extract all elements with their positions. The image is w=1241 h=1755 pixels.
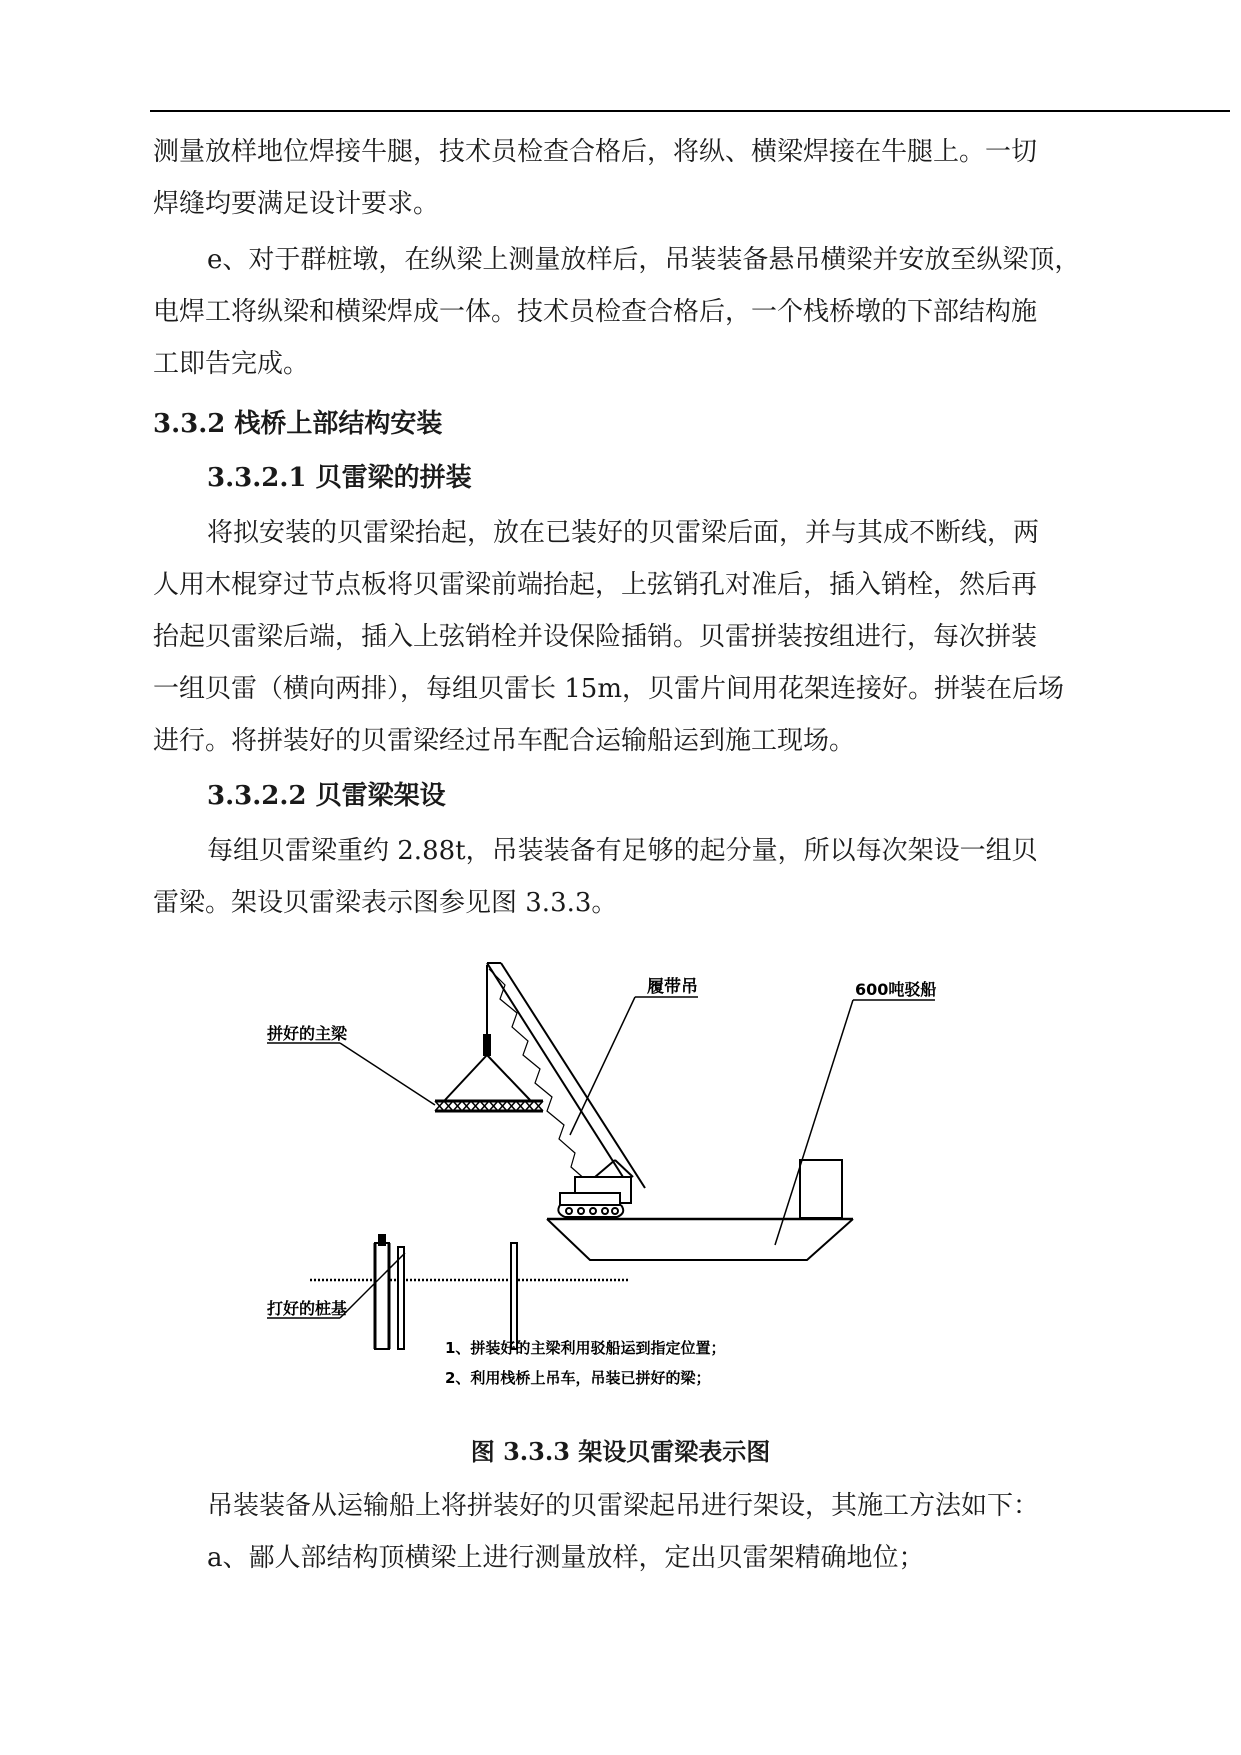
barge — [547, 1160, 853, 1260]
paragraph-line: 焊缝均要满足设计要求。 — [153, 189, 440, 219]
section-heading-3-3-2-1: 3.3.2.1 贝雷梁的拼装 — [207, 463, 472, 493]
paragraph-line: 进行。将拼装好的贝雷梁经过吊车配合运输船运到施工现场。 — [153, 726, 856, 756]
truss-girder — [435, 1101, 543, 1111]
figure-caption: 图 3.3.3 架设贝雷梁表示图 — [470, 1437, 771, 1466]
figure-note-1: 1、拼装好的主梁利用驳船运到指定位置； — [445, 1339, 726, 1357]
paragraph-line: 测量放样地位焊接牛腿，技术员检查合格后，将纵、横梁焊接在牛腿上。一切 — [153, 137, 1038, 167]
paragraph-line: 电焊工将纵梁和横梁焊成一体。技术员检查合格后，一个栈桥墩的下部结构施 — [153, 297, 1038, 327]
paragraph-line: 雷梁。架设贝雷梁表示图参见图 3.3.3。 — [153, 888, 618, 918]
crane-boom — [487, 963, 645, 1188]
beret-beam-erection-diagram — [255, 955, 985, 1395]
crane-label: 履带吊 — [647, 977, 698, 997]
paragraph-line: 每组贝雷梁重约 2.88t，吊装装备有足够的起分量，所以每次架设一组贝 — [207, 836, 1038, 866]
girder-label: 拼好的主梁 — [267, 1024, 348, 1043]
crane-leader — [570, 997, 635, 1135]
paragraph-line: 工即告完成。 — [153, 349, 310, 379]
section-heading-3-3-2-2: 3.3.2.2 贝雷梁架设 — [207, 781, 446, 811]
hook-block — [484, 1035, 490, 1055]
barge-label: 600吨驳船 — [855, 980, 937, 999]
paragraph-line: 吊装装备从运输船上将拼装好的贝雷梁起吊进行架设，其施工方法如下： — [207, 1491, 1040, 1521]
crawler-crane — [558, 1160, 633, 1217]
sling-left — [445, 1055, 487, 1100]
paragraph-line: e、对于群桩墩，在纵梁上测量放样后，吊装装备悬吊横梁并安放至纵梁顶， — [207, 245, 1081, 275]
piles-label: 打好的桩基 — [267, 1299, 348, 1318]
paragraph-line: a、鄙人部结构顶横梁上进行测量放样，定出贝雷架精确地位； — [207, 1543, 925, 1573]
paragraph-line: 将拟安装的贝雷梁抬起，放在已装好的贝雷梁后面，并与其成不断线，两 — [207, 518, 1040, 548]
pile-group — [375, 1235, 517, 1349]
piles-leader — [340, 1253, 405, 1318]
girder-leader — [340, 1043, 435, 1105]
paragraph-line: 人用木棍穿过节点板将贝雷梁前端抬起，上弦销孔对准后，插入销栓，然后再 — [153, 570, 1038, 600]
paragraph-line: 一组贝雷（横向两排），每组贝雷长 15m，贝雷片间用花架连接好。拼装在后场 — [153, 674, 1065, 704]
figure-note-2: 2、利用栈桥上吊车，吊装已拼好的梁； — [445, 1369, 711, 1387]
section-heading-3-3-2: 3.3.2 栈桥上部结构安装 — [153, 409, 443, 439]
sling-right — [487, 1055, 530, 1100]
paragraph-line: 抬起贝雷梁后端，插入上弦销栓并设保险插销。贝雷拼装按组进行，每次拼装 — [153, 622, 1038, 652]
header-rule — [150, 110, 1230, 112]
